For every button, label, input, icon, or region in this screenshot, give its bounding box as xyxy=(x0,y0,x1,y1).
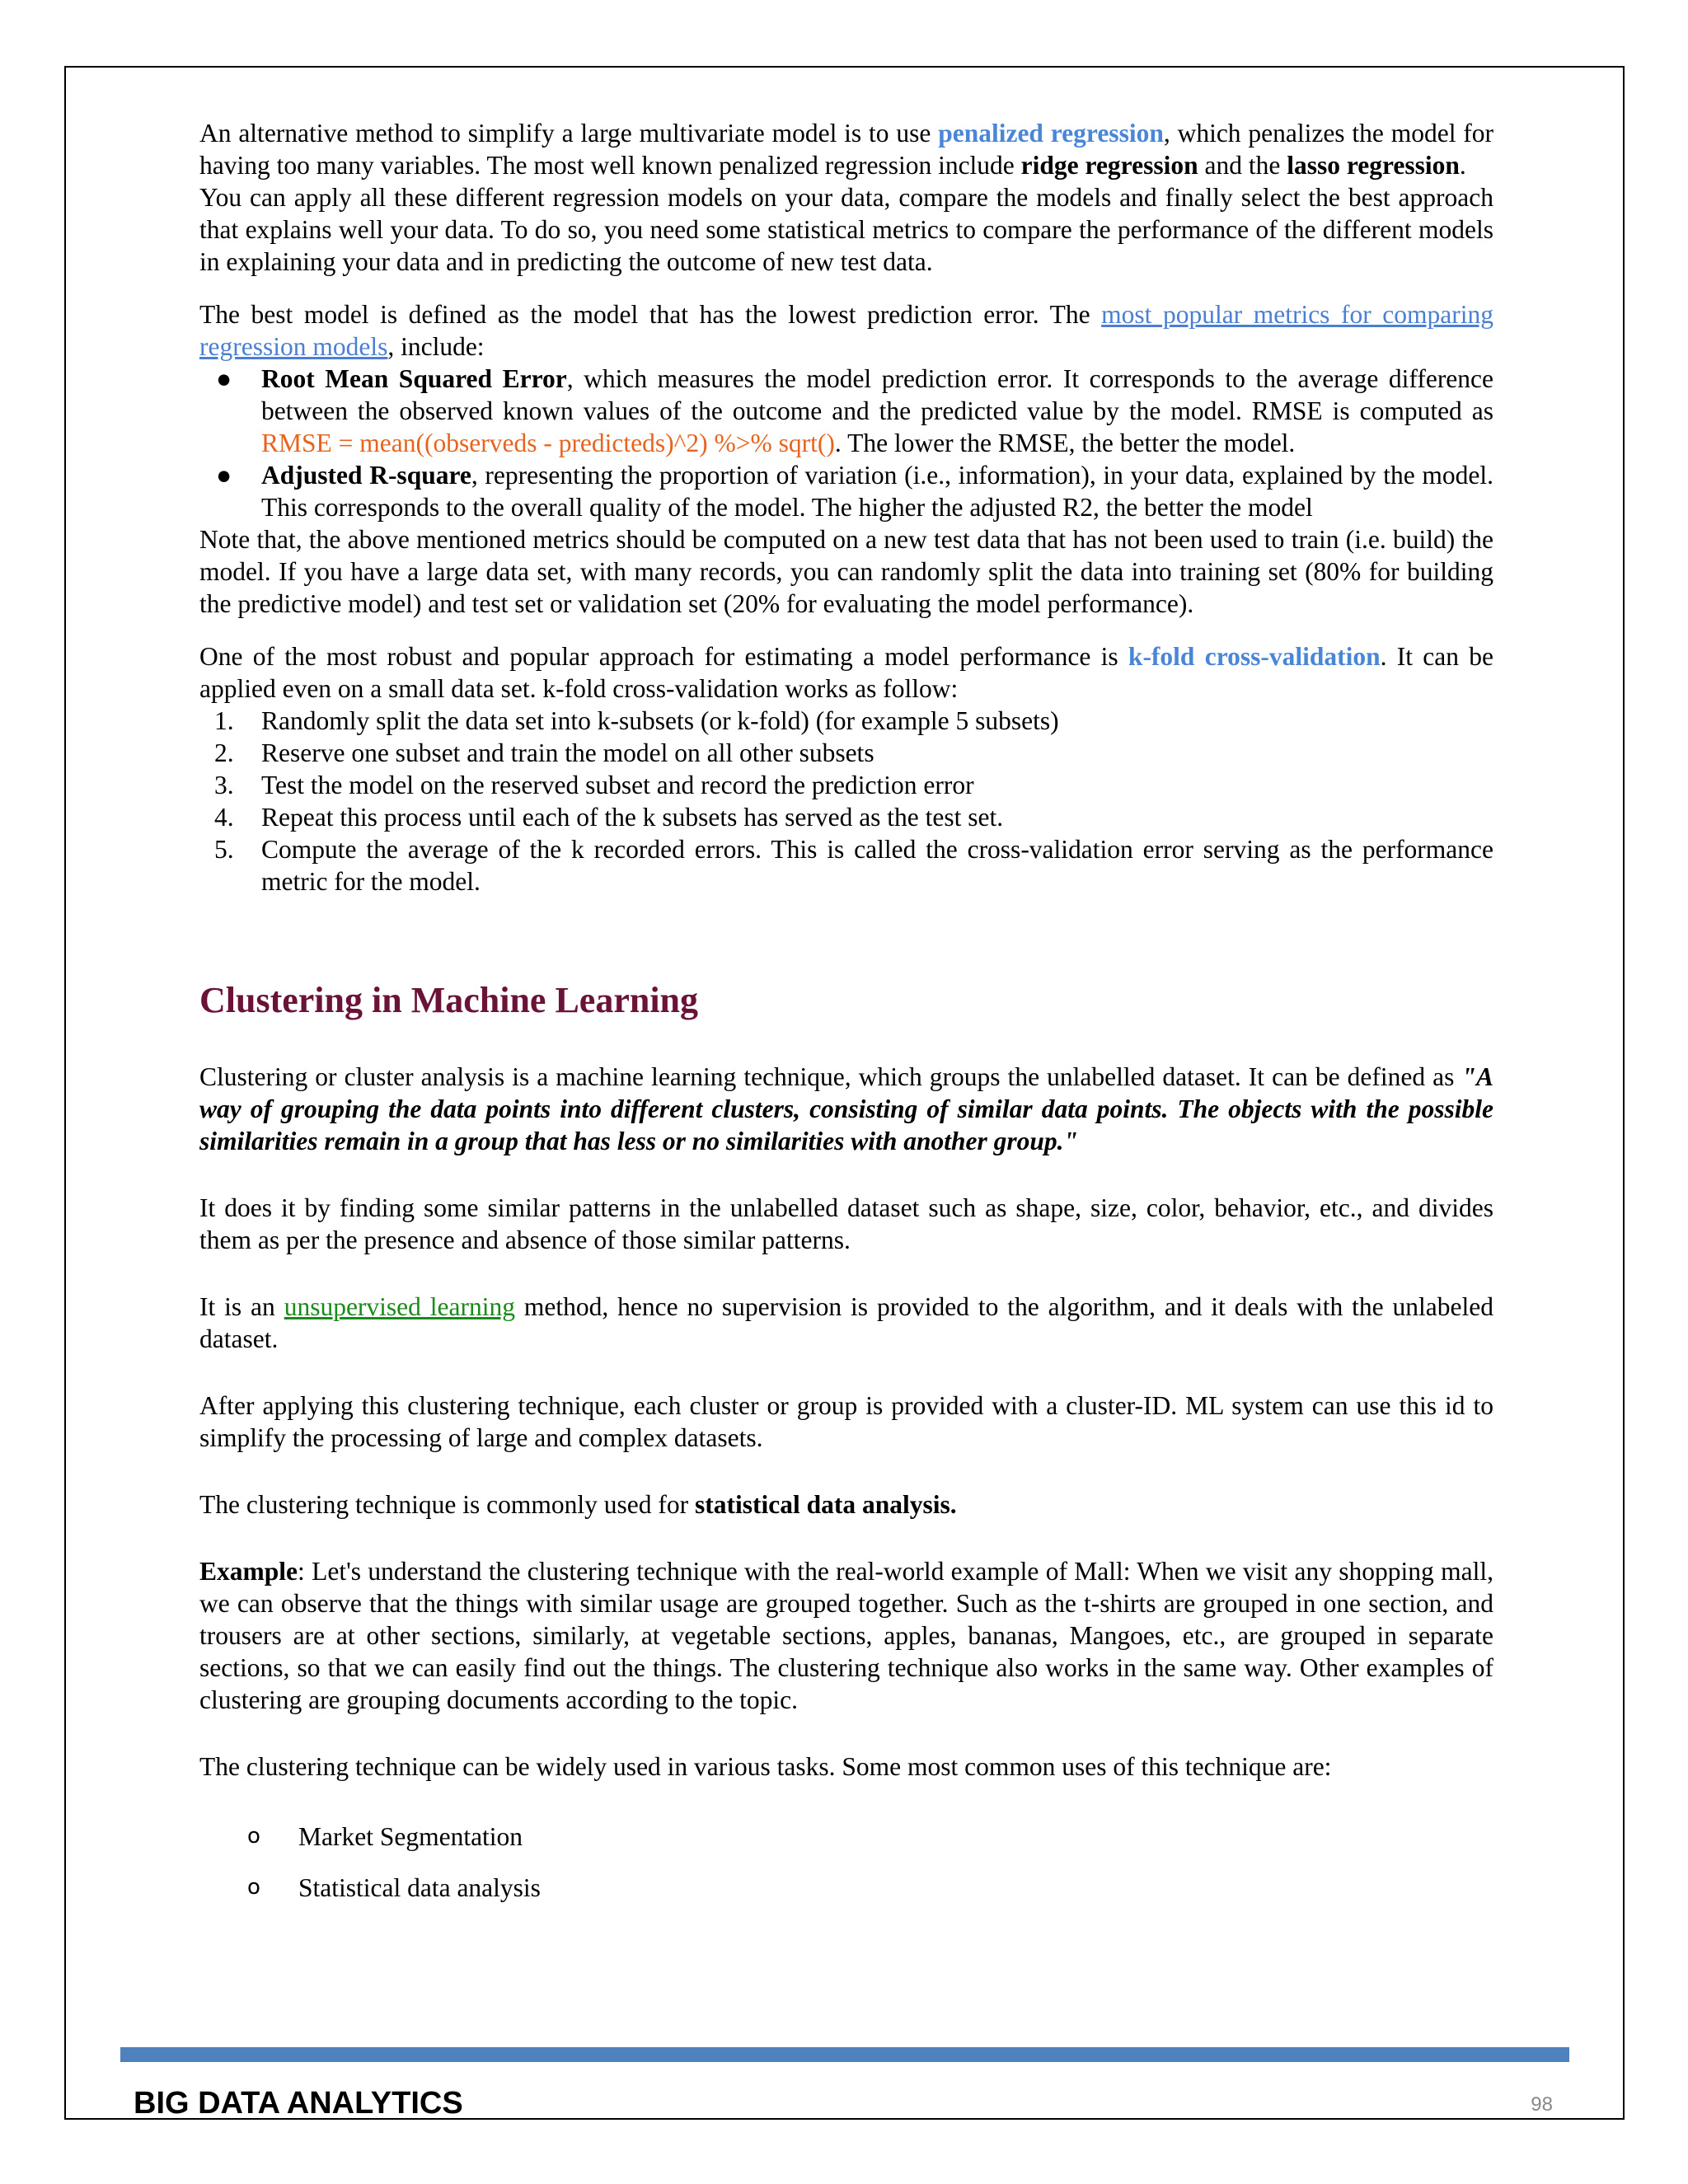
definition-quote: "A way of grouping the data points into different clusters, consisting of similar data points. The objects with the possible similarities remain in a group that has less or no similarities with another group." xyxy=(199,1062,1493,1155)
paragraph-compare-models: You can apply all these different regression models on your data, compare the models and finally select the best approach that explains well your data. To do so, you need some statistical metrics to compare the performance of the different models in explaining your data and in predicting the outcome of new test data. xyxy=(199,183,1493,276)
paragraph-unsupervised: It is an unsupervised learning method, hence no supervision is provided to the algorithm, and it deals with the unlabeled dataset. xyxy=(199,1292,1493,1353)
paragraph-kfold: One of the most robust and popular approach for estimating a model performance is k-fold cross-validation. It can be applied even on a small data set. k-fold cross-validation works as follow: xyxy=(199,642,1494,703)
paragraph-statistical: The clustering technique is commonly used for statistical data analysis. xyxy=(199,1490,957,1519)
page-number: 98 xyxy=(1531,2093,1553,2116)
term-ridge-regression: ridge regression xyxy=(1020,151,1198,180)
kfold-steps xyxy=(199,705,1493,898)
list-item: o Statistical data analysis xyxy=(247,1873,541,1902)
footer-rule xyxy=(120,2047,1569,2062)
list-item: o Market Segmentation xyxy=(247,1822,523,1851)
paragraph-uses: The clustering technique can be widely used in various tasks. Some most common uses of this technique are: xyxy=(199,1752,1332,1781)
term-kfold: k-fold cross-validation xyxy=(1128,642,1381,671)
list-item: 4. Repeat this process until each of the k subsets has served as the test set. xyxy=(214,803,1004,832)
list-item: 5. Compute the average of the k recorded errors. This is called the cross-validation error serving as the performance metric for the model. xyxy=(214,835,1493,896)
paragraph-penalized-regression: An alternative method to simplify a large multivariate model is to use penalized regression, which penalizes the model for having too many variables. The most well known penalized regression include ridge regression and the lasso regression. xyxy=(199,119,1494,180)
paragraph-clustering-definition: Clustering or cluster analysis is a machine learning technique, which groups the unlabelled dataset. It can be defined as "A way of grouping the data points into different clusters, consisting of similar data points. The objects with the possible similarities remain in a group that has less or no similarities with another group." xyxy=(199,1062,1493,1155)
list-item: 2. Reserve one subset and train the model on all other subsets xyxy=(214,738,874,767)
circle-bullet-icon: o xyxy=(247,1824,260,1849)
rmse-formula: RMSE = mean((observeds - predicteds)^2) %>% sqrt() xyxy=(261,429,835,457)
footer-title: BIG DATA ANALYTICS xyxy=(134,2086,463,2121)
metrics-list xyxy=(199,363,1493,523)
bullet-icon: ● xyxy=(216,461,232,490)
term-penalized-regression: penalized regression xyxy=(938,119,1164,148)
document-body xyxy=(199,117,1493,1923)
circle-bullet-icon: o xyxy=(247,1875,260,1900)
bullet-icon: ● xyxy=(216,364,232,393)
list-item: 1. Randomly split the data set into k-subsets (or k-fold) (for example 5 subsets) xyxy=(214,706,1059,735)
section-heading: Clustering in Machine Learning xyxy=(199,980,699,1020)
paragraph-patterns: It does it by finding some similar patterns in the unlabelled dataset such as shape, size, color, behavior, etc., and divides them as per the presence and absence of those similar patterns. xyxy=(199,1193,1493,1254)
list-item: 3. Test the model on the reserved subset and record the prediction error xyxy=(214,771,974,799)
term-lasso-regression: lasso regression xyxy=(1287,151,1460,180)
unsupervised-learning-link[interactable]: unsupervised learning xyxy=(284,1292,516,1321)
paragraph-best-model: The best model is defined as the model that has the lowest prediction error. The most popular metrics for comparing regression models, include: xyxy=(199,300,1493,361)
paragraph-example: Example: Let's understand the clustering technique with the real-world example of Mall: When we visit any shopping mall, we can observe that the things with similar usage are grouped together. Such as the t-shirts are grouped in one section, and trousers are at other sections, similarly, at vegetable sections, apples, bananas, Mangoes, etc., are grouped in separate sections, so that we can easily find out the things. The clustering technique also works in the same way. Other examples of clustering are grouping documents according to the topic. xyxy=(199,1557,1493,1714)
paragraph-cluster-id: After applying this clustering technique, each cluster or group is provided with a cluster-ID. ML system can use this id to simplify the processing of large and complex datasets. xyxy=(199,1391,1493,1452)
metrics-link[interactable]: most popular metrics for comparing regression models xyxy=(199,300,1493,361)
paragraph-note-test-data: Note that, the above mentioned metrics should be computed on a new test data that has not been used to train (i.e. build) the model. If you have a large data set, with many records, you can randomly split the data into training set (80% for building the predictive model) and test set or validation set (20% for evaluating the model performance). xyxy=(199,525,1493,618)
list-item: ● Adjusted R-square, representing the proportion of variation (i.e., information), in your data, explained by the model. This corresponds to the overall quality of the model. The higher the adjusted R2, the better the model xyxy=(216,461,1493,522)
list-item: ● Root Mean Squared Error, which measures the model prediction error. It corresponds to the average difference between the observed known values of the outcome and the predicted value by the model. RMSE is computed as RMSE = mean((observeds - predicteds)^2) %>% sqrt(). The lower the RMSE, the better the model. xyxy=(216,364,1494,457)
uses-list xyxy=(199,1821,1493,1904)
